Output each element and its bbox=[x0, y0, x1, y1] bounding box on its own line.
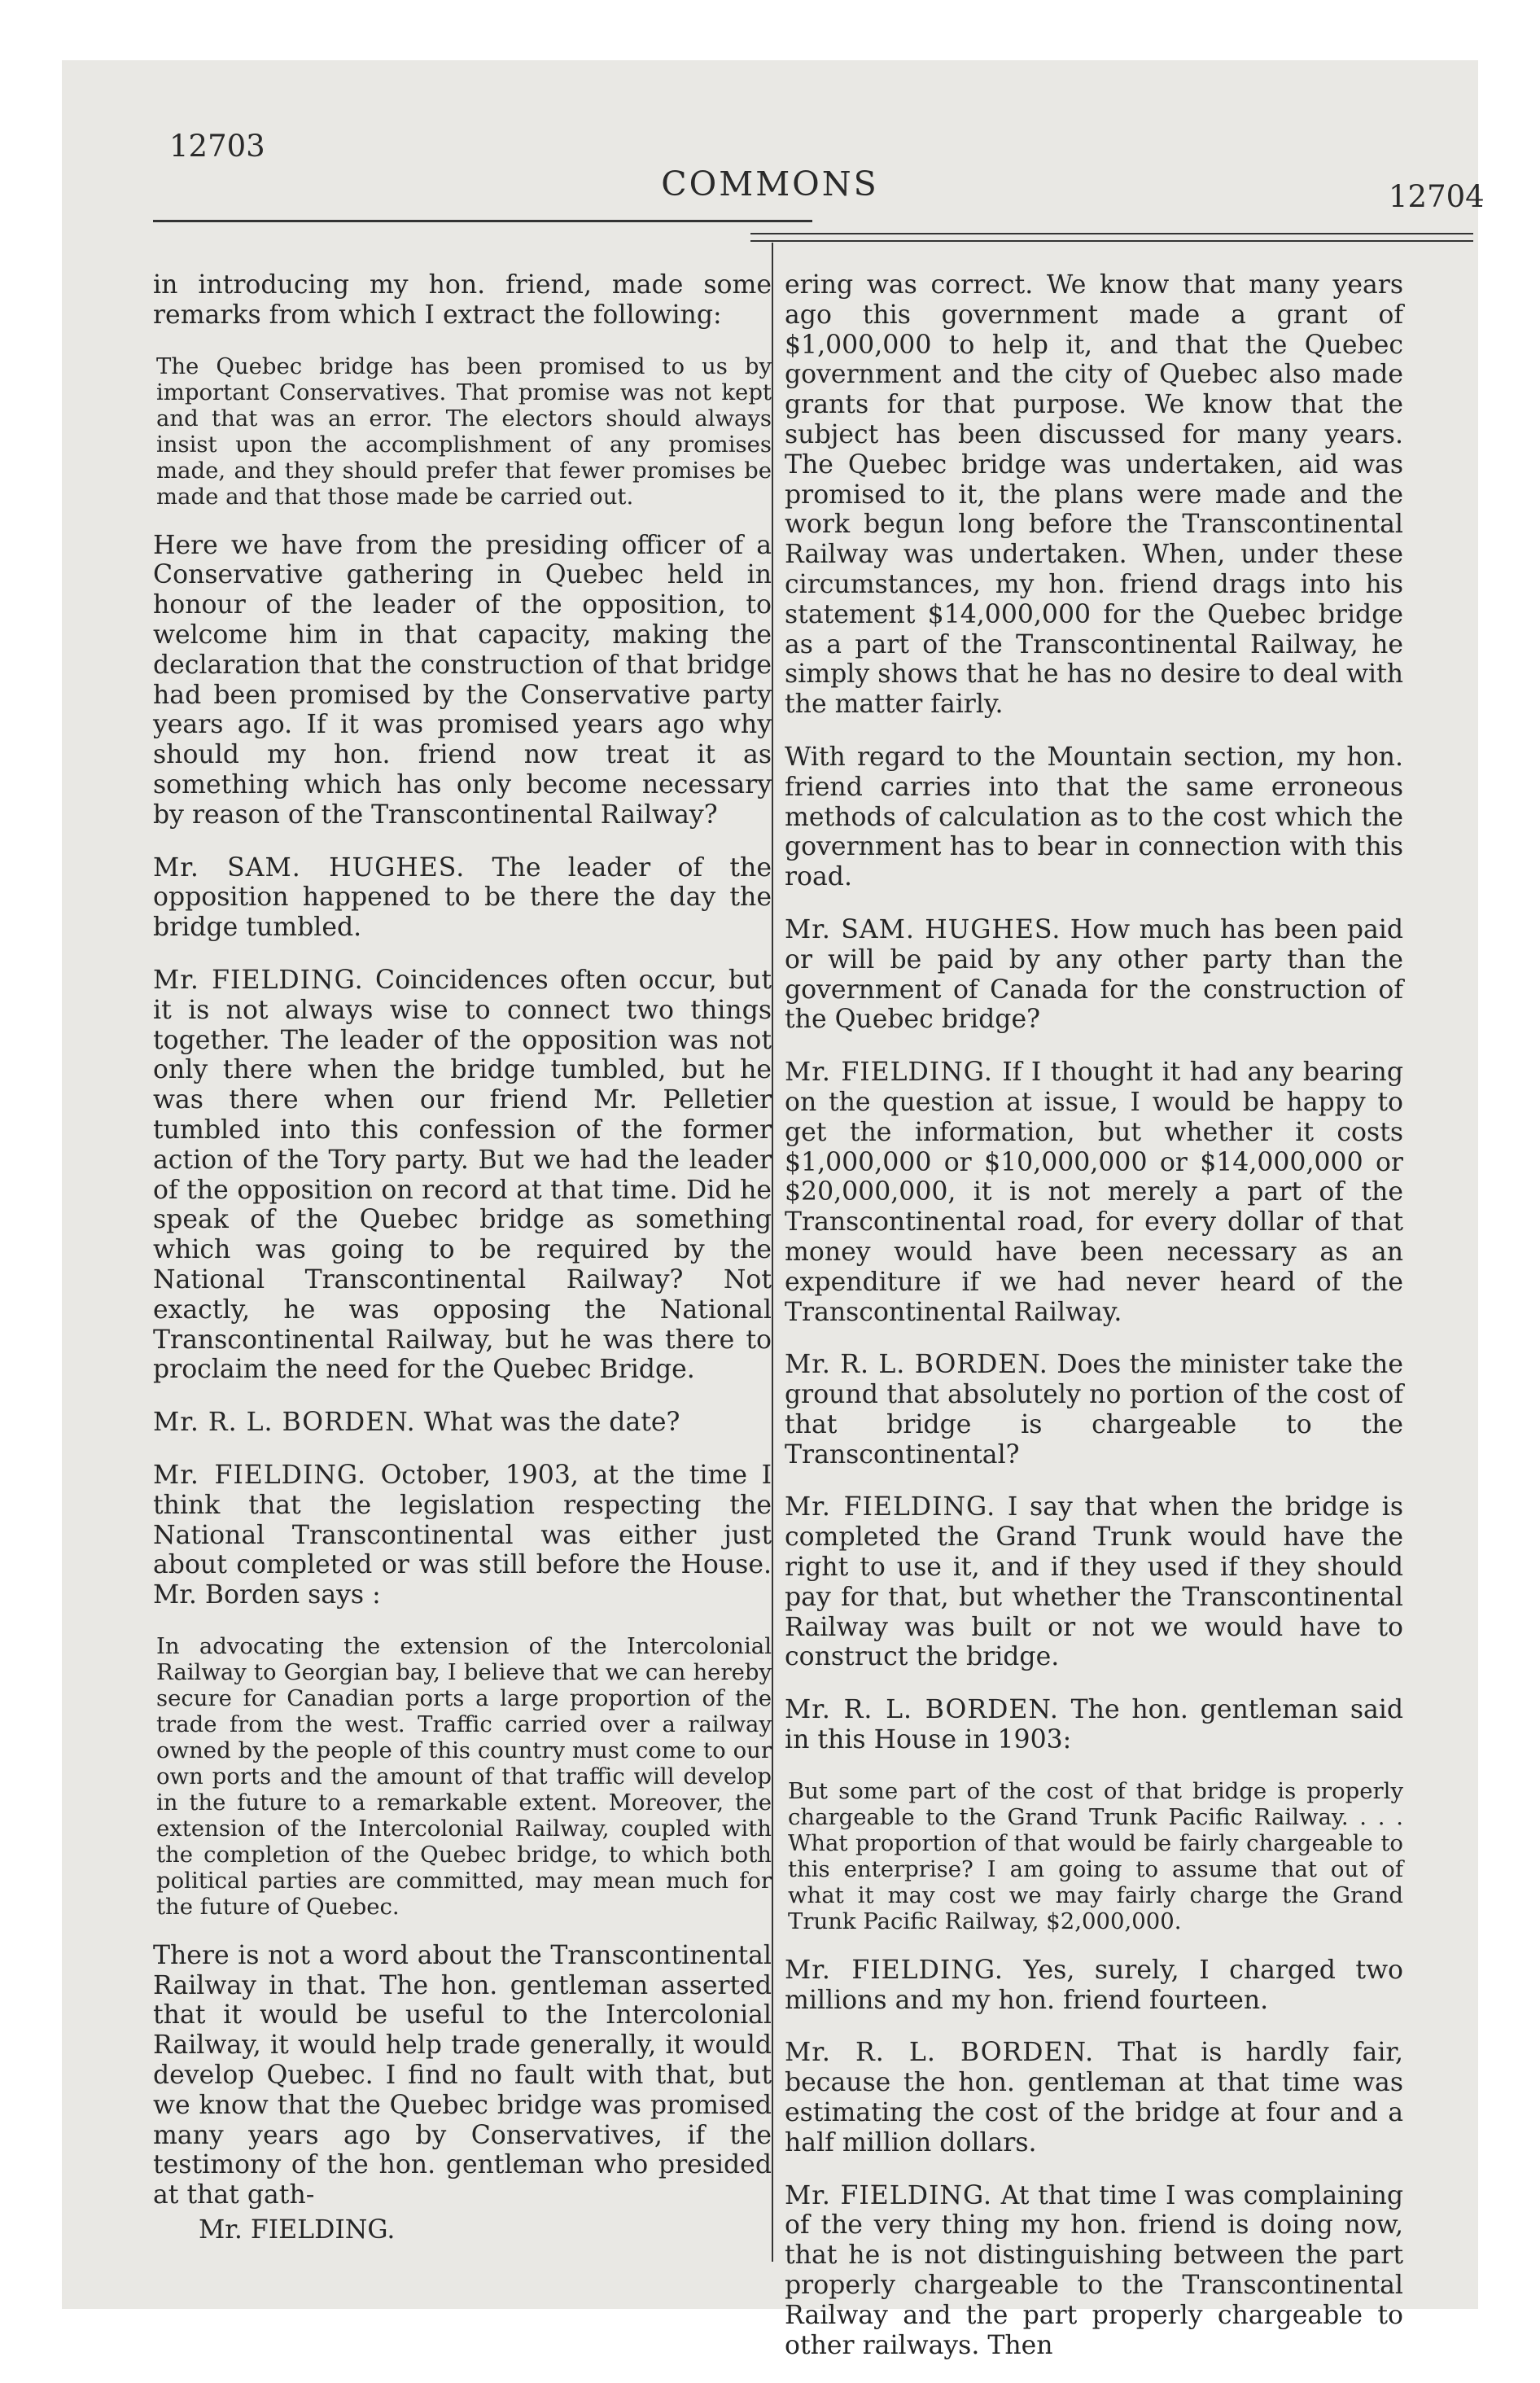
speaker-name: Mr. FIELDING. bbox=[785, 1058, 993, 1088]
speaker-name: Mr. SAM. HUGHES. bbox=[153, 852, 466, 883]
page-number-right: 12704 bbox=[1389, 179, 1485, 214]
column-divider bbox=[772, 243, 773, 2262]
speech: Mr. FIELDING. October, 1903, at the time I think that the legislation respecting the National Transcontinental was either just about completed or was still before the House. Mr. Borden says : bbox=[153, 1460, 772, 1610]
header-rule-right-lower bbox=[750, 240, 1473, 242]
speaker-name: Mr. R. L. BORDEN. bbox=[785, 1350, 1048, 1380]
page-title: COMMONS bbox=[661, 164, 879, 204]
speech: Mr. FIELDING. Coincidences often occur, but it is not always wise to connect two things together. The leader of the opposition was not only there when the bridge tumbled, but he was there when our friend Mr. Pelletier tumbled into this confession of the former action of the Tory party. But we had the leader of the opposition on record at that time. Did he speak of the Quebec bridge as something which was going to be required by the National Transcontinental Railway? Not exactly, he was opposing the National Transcontinental Railway, but he was there to proclaim the need for the Quebec Bridge. bbox=[153, 965, 772, 1385]
quotation: But some part of the cost of that bridge is properly chargeable to the Grand Trunk Pacific Railway. . . . What proportion of that would be fairly chargeable to this enterprise? I am going to assume that out of what it may cost we may fairly charge the Grand Trunk Pacific Railway, $2,000,000. bbox=[788, 1777, 1403, 1934]
speaker-name: Mr. R. L. BORDEN. bbox=[785, 2038, 1095, 2068]
speech: Mr. R. L. BORDEN. The hon. gentleman said in this House in 1903: bbox=[785, 1695, 1404, 1755]
speech: Mr. SAM. HUGHES. How much has been paid or will be paid by any other party than the government of Canada for the construction of the Quebec bridge? bbox=[785, 914, 1404, 1035]
running-footer: Mr. FIELDING. bbox=[199, 2215, 396, 2245]
paragraph: With regard to the Mountain section, my hon. friend carries into that the same erroneous methods of calculation as to the cost which the government has to bear in connection with this road. bbox=[785, 742, 1403, 892]
speech: Mr. R. L. BORDEN. That is hardly fair, because the hon. gentleman at that time was estimating the cost of the bridge at four and a half million dollars. bbox=[785, 2038, 1403, 2157]
speaker-name: Mr. FIELDING. bbox=[785, 1492, 996, 1522]
speech: Mr. FIELDING. I say that when the bridge is completed the Grand Trunk would have the right to use it, and if they used if they should pay for that, but whether the Transcontinental Railway was built or not we would have to construct the bridge. bbox=[785, 1492, 1404, 1672]
scanned-page bbox=[62, 60, 1485, 2360]
header-rule-left bbox=[153, 220, 812, 222]
speaker-name: Mr. R. L. BORDEN. bbox=[153, 1408, 416, 1438]
speaker-name: Mr. FIELDING. bbox=[153, 1460, 366, 1490]
speaker-name: Mr. R. L. BORDEN. bbox=[785, 1695, 1059, 1725]
paragraph: ering was correct. We know that many years ago this government made a grant of $1,000,000 to help it, and that the Quebec government and the city of Quebec also made grants for that purpose. We know that the subject has been discussed for many years. The Quebec bridge was undertaken, aid was promised to it, the plans were made and the work begun long before the Transcontinental Railway was undertaken. When, under these circumstances, my hon. friend drags into his statement $14,000,000 for the Quebec bridge as a part of the Transcontinental Railway, he simply shows that he has no desire to deal with the matter fairly. bbox=[785, 270, 1403, 720]
speech: Mr. FIELDING. If I thought it had any bearing on the question at issue, I would be happy to get the information, but whether it costs $1,000,000 or $10,000,000 or $14,000,000 or $20,000,000, it is not merely a part of the Transcontinental road, for every dollar of that money would have been necessary as an expenditure if we had never heard of the Transcontinental Railway. bbox=[785, 1058, 1403, 1327]
speaker-name: Mr. SAM. HUGHES. bbox=[785, 914, 1061, 944]
left-column bbox=[153, 270, 772, 2268]
quotation: In advocating the extension of the Intercolonial Railway to Georgian bay, I believe that we can hereby secure for Canadian ports a large proportion of the trade from the west. Traffic carried over a railway owned by the people of this country must come to our own ports and the amount of that traffic will develop in the future to a remarkable extent. Moreover, the extension of the Intercolonial Railway, coupled with the completion of the Quebec bridge, to which both political parties are committed, may mean much for the future of Quebec. bbox=[156, 1632, 772, 1920]
quotation: The Quebec bridge has been promised to us by important Conservatives. That promise was not kept and that was an error. The electors should always insist upon the accomplishment of any promises made, and they should prefer that fewer promises be made and that those made be carried out. bbox=[156, 353, 772, 510]
speech: Mr. FIELDING. At that time I was complaining of the very thing my hon. friend is doing now, that he is not distinguishing between the part properly chargeable to the Transcontinental Railway and the part properly chargeable to other railways. Then bbox=[785, 2180, 1404, 2360]
speaker-name: Mr. FIELDING. bbox=[785, 2180, 993, 2210]
speech: Mr. R. L. BORDEN. Does the minister take the ground that absolutely no portion of the cost of that bridge is chargeable to the Transcontinental? bbox=[785, 1350, 1403, 1470]
right-column bbox=[785, 270, 1403, 2383]
speech: Mr. R. L. BORDEN. What was the date? bbox=[153, 1408, 680, 1438]
speaker-name: Mr. FIELDING. bbox=[785, 1955, 1004, 1985]
page-number-left: 12703 bbox=[169, 129, 265, 164]
paragraph: Here we have from the presiding officer of a Conservative gathering in Quebec held in honour of the leader of the opposition, to welcome him in that capacity, making the declaration that the construction of that bridge had been promised by the Conservative party years ago. If it was promised years ago why should my hon. friend now treat it as something which has only become necessary by reason of the Transcontinental Railway? bbox=[153, 530, 772, 830]
speech: Mr. FIELDING. Yes, surely, I charged two millions and my hon. friend fourteen. bbox=[785, 1955, 1404, 2015]
header-rule-right bbox=[750, 233, 1473, 234]
speech: Mr. SAM. HUGHES. The leader of the opposition happened to be there the day the bridge tumbled. bbox=[153, 852, 772, 943]
paragraph: There is not a word about the Transcontinental Railway in that. The hon. gentleman asserted that it would be useful to the Intercolonial Railway, it would help trade generally, it would develop Quebec. I find no fault with that, but we know that the Quebec bridge was promised many years ago by Conservatives, if the testimony of the hon. gentleman who presided at that gath- bbox=[153, 1940, 772, 2210]
paragraph: in introducing my hon. friend, made some remarks from which I extract the following: bbox=[153, 270, 772, 330]
speaker-name: Mr. FIELDING. bbox=[153, 965, 364, 995]
